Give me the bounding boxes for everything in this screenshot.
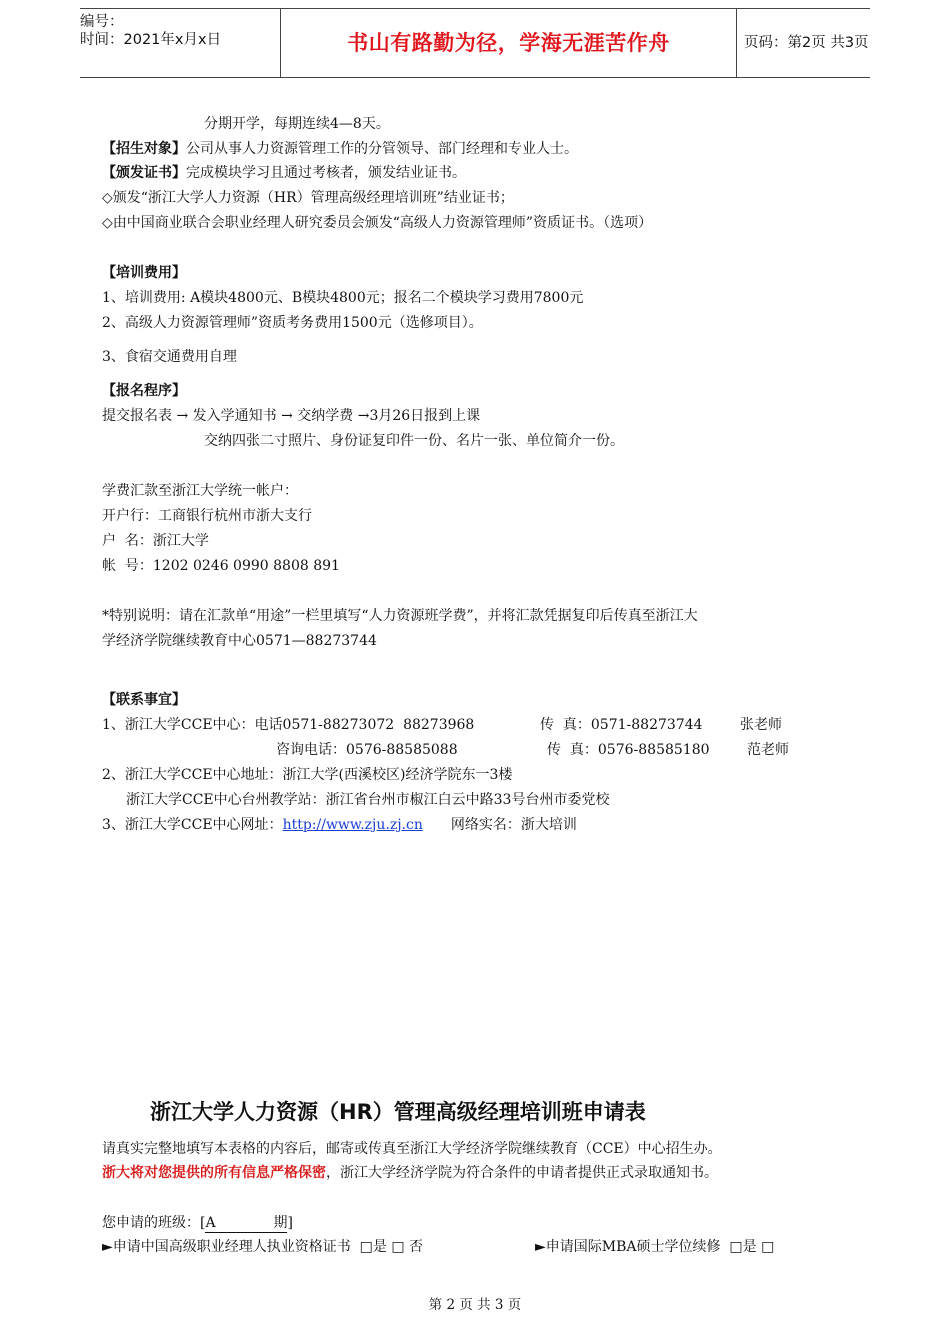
header-date: 时间：2021年x月x日 [80, 32, 222, 48]
cert-item-1: ◇颁发“浙江大学人力资源（HR）管理高级经理培训班”结业证书； [102, 190, 514, 206]
account-number: 帐 号：1202 0246 0990 8808 891 [102, 558, 340, 574]
page-footer: 第 2 页 共 3 页 [428, 1297, 522, 1313]
class-label: 您申请的班级：[ [102, 1215, 206, 1231]
fees-item-3: 3、食宿交通费用自理 [102, 349, 237, 365]
target-text: 公司从事人力资源管理工作的分管领导、部门经理和专业人士。 [186, 141, 578, 157]
procedure-heading: 【报名程序】 [102, 383, 186, 399]
consult-fax: 传 真：0576-88585180 [547, 742, 710, 758]
class-value: A [205, 1215, 216, 1231]
header-motto-cell [280, 9, 737, 77]
header-motto: 书山有路勤为径，学海无涯苦作舟 [347, 31, 670, 55]
header-number: 编号： [80, 14, 124, 30]
fees-item-2: 2、高级人力资源管理师”资质考务费用1500元（选修项目）。 [102, 315, 483, 331]
special-note-1: *特别说明：请在汇款单“用途”一栏里填写“人力资源班学费”，并将汇款凭据复印后传真至浙江大 [102, 608, 698, 624]
target-line [102, 140, 578, 158]
privacy-rest: ，浙江大学经济学院为符合条件的申请者提供正式录取通知书。 [326, 1165, 718, 1181]
class-close: ] [287, 1215, 293, 1231]
bank-name: 开户行：工商银行杭州市浙大支行 [102, 508, 312, 524]
fees-item-1: 1、培训费用: A模块4800元、B模块4800元；报名二个模块学习费用7800元 [102, 290, 584, 306]
header-page: 页码：第2页 共3页 [744, 35, 869, 51]
privacy-notice: 浙大将对您提供的所有信息严格保密 [102, 1165, 326, 1181]
website-link[interactable]: http://www.zju.zj.cn [282, 817, 423, 833]
class-field[interactable] [205, 1215, 287, 1233]
special-note-2: 学经济学院继续教育中心0571—88273744 [102, 633, 377, 649]
bank-intro: 学费汇款至浙江大学统一帐户： [102, 483, 298, 499]
website-realname: 网络实名：浙大培训 [450, 817, 577, 833]
privacy-line [102, 1164, 718, 1182]
taizhou-address: 浙江大学CCE中心台州教学站：浙江省台州市椒江白云中路33号台州市委党校 [126, 792, 610, 808]
option-cert[interactable]: ►申请中国高级职业经理人执业资格证书 □是 □ 否 [102, 1239, 424, 1255]
target-label: 【招生对象】 [102, 141, 186, 157]
cert-line [102, 164, 466, 182]
consult-phone: 咨询电话：0576-88585088 [276, 742, 458, 758]
website-prefix: 3、浙江大学CCE中心网址： [102, 817, 283, 833]
form-instructions: 请真实完整地填写本表格的内容后，邮寄或传真至浙江大学经济学院继续教育（CCE）中心招生办。 [102, 1141, 722, 1157]
procedure-steps: 提交报名表 → 发入学通知书 → 交纳学费 →3月26日报到上课 [102, 408, 481, 424]
page-header [80, 8, 870, 78]
contact-person-2: 范老师 [747, 742, 789, 758]
cert-text: 完成模块学习且通过考核者，颁发结业证书。 [186, 165, 466, 181]
contact-fax: 传 真：0571-88273744 [540, 717, 703, 733]
website-line [102, 816, 577, 834]
form-title: 浙江大学人力资源（HR）管理高级经理培训班申请表 [150, 1100, 646, 1124]
cert-item-2: ◇由中国商业联合会职业经理人研究委员会颁发“高级人力资源管理师”资质证书。（选项） [102, 215, 653, 231]
contact-phone: 1、浙江大学CCE中心：电话0571-88273072 88273968 [102, 717, 475, 733]
schedule-text: 分期开学，每期连续4—8天。 [204, 116, 390, 132]
contact-heading: 【联系事宜】 [102, 692, 186, 708]
class-suffix: 期 [273, 1215, 288, 1231]
account-holder: 户 名：浙江大学 [102, 533, 209, 549]
option-mba[interactable]: ►申请国际MBA硕士学位续修 □是 □ [535, 1239, 775, 1255]
cert-label: 【颁发证书】 [102, 165, 186, 181]
contact-person-1: 张老师 [740, 717, 782, 733]
class-line [102, 1214, 293, 1233]
fees-heading: 【培训费用】 [102, 265, 186, 281]
header-meta [80, 9, 280, 81]
procedure-materials: 交纳四张二寸照片、身份证复印件一份、名片一张、单位简介一份。 [204, 433, 624, 449]
cce-address: 2、浙江大学CCE中心地址：浙江大学(西溪校区)经济学院东一3楼 [102, 767, 513, 783]
